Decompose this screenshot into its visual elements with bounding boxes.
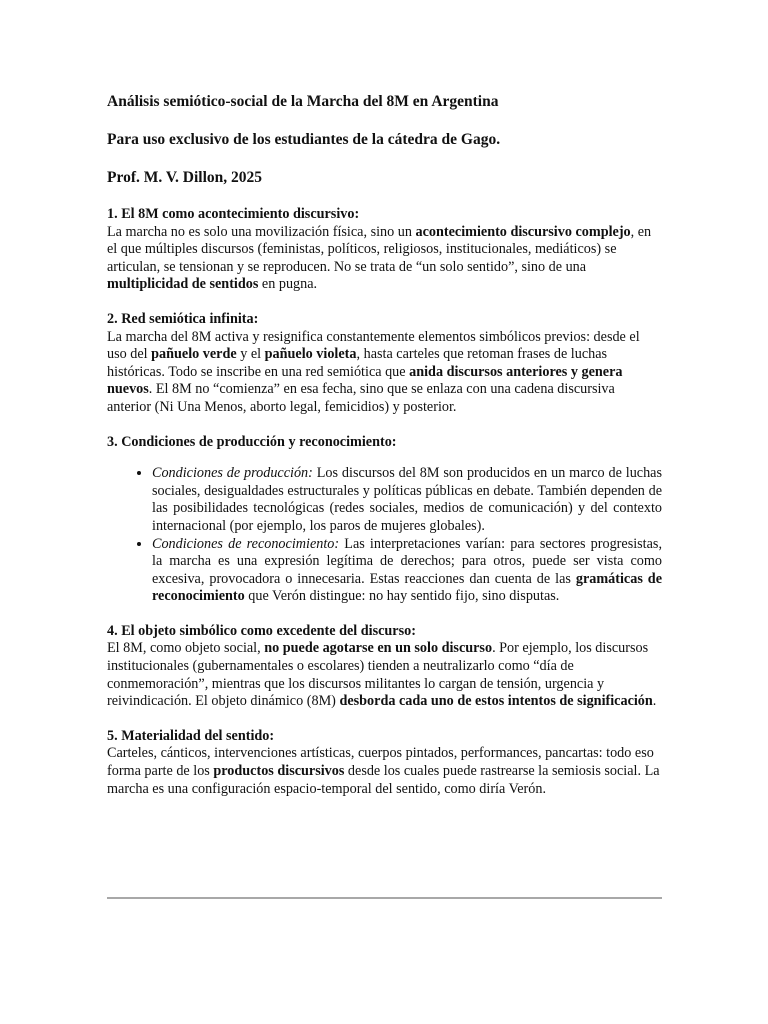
- section-2-bold-text: pañuelo violeta: [264, 346, 357, 363]
- section-2: [107, 311, 662, 417]
- section-4-bold-text: desborda cada uno de estos intentos de significación: [339, 693, 653, 710]
- section-4-text: El 8M, como objeto social,: [107, 640, 265, 657]
- section-1-title: 1. El 8M como acontecimiento discursivo:: [107, 206, 360, 222]
- list-item-label: Condiciones de producción:: [152, 465, 313, 482]
- section-5-text: desde los cuales puede rastrearse la semiosis social. La marcha es una configuración espacio-temporal del sentido, como diría Verón.: [107, 763, 660, 797]
- list-item: [152, 536, 662, 606]
- section-4-text: .: [652, 693, 657, 710]
- document-author: Prof. M. V. Dillon, 2025: [107, 169, 263, 186]
- list-item-text: Los discursos del 8M son producidos en un marco de luchas sociales, desigualdades estructurales y políticas públicas en debate. También dependen de las posibilidades tecnológicas (redes sociales, medios de comunicación) y del contexto internacional (por ejemplo, los paros de mujeres globales).: [152, 465, 662, 534]
- section-1: [107, 206, 662, 294]
- document-title: Análisis semiótico-social de la Marcha del 8M en Argentina: [107, 93, 499, 110]
- conditions-list: [107, 465, 662, 606]
- section-2-paragraph: [107, 329, 662, 417]
- section-5-title: 5. Materialidad del sentido:: [107, 727, 275, 744]
- document-subtitle: Para uso exclusivo de los estudiantes de la cátedra de Gago.: [107, 131, 501, 148]
- section-2-text: La marcha del 8M activa y resignifica constantemente elementos simbólicos previos: desde el uso del: [107, 328, 640, 363]
- section-5-bold-text: productos discursivos: [213, 763, 345, 780]
- section-3-title: 3. Condiciones de producción y reconocimiento:: [107, 433, 397, 450]
- section-4-title: 4. El objeto simbólico como excedente del discurso:: [107, 622, 416, 639]
- section-1-bold-text: acontecimiento discursivo complejo: [415, 223, 631, 240]
- section-4-bold-text: no puede agotarse en un solo discurso: [264, 640, 493, 657]
- section-2-bold-text: pañuelo verde: [151, 346, 237, 363]
- section-1-text: , en el que múltiples discursos (feministas, políticos, religiosos, institucionales, mediáticos) se articulan, se tensionan y se reproducen. No se trata de “un solo sentido”, sino de una: [107, 223, 652, 275]
- section-2-text: , hasta carteles que retoman frases de luchas históricas. Todo se inscribe en una red semiótica que: [107, 346, 608, 380]
- section-1-text: en pugna.: [258, 276, 318, 293]
- section-2-text: y el: [236, 346, 265, 363]
- list-item: [152, 465, 662, 535]
- section-1-paragraph: [107, 224, 662, 294]
- section-4: [107, 623, 662, 711]
- section-2-text: . El 8M no “comienza” en esa fecha, sino que se enlaza con una cadena discursiva anterior (Ni Una Menos, aborto legal, femicidios) y posterior.: [107, 381, 615, 415]
- section-3: [107, 434, 662, 452]
- list-item-text: Las interpretaciones varían: para sectores progresistas, la marcha es una expresión legítima de derechos; para otros, puede ser vista como excesiva, provocadora o innecesaria. Estas reacciones dan cuenta de las: [152, 535, 662, 587]
- section-4-text: . Por ejemplo, los discursos institucionales (gubernamentales o escolares) tienden a neutralizarlo como “día de conmemoración”, mientras que los discursos militantes lo cargan de tensión, urgencia y reivindicación. El objeto dinámico (8M): [107, 640, 649, 710]
- section-1-bold-text: multiplicidad de sentidos: [107, 276, 259, 293]
- section-5: [107, 728, 662, 798]
- section-5-paragraph: [107, 745, 662, 798]
- document-body: [107, 92, 662, 815]
- horizontal-divider: [107, 897, 662, 899]
- section-5-text: Carteles, cánticos, intervenciones artísticas, cuerpos pintados, performances, pancartas: todo eso forma parte de los: [107, 745, 654, 780]
- section-2-bold-text: anida discursos anteriores y genera nuevos: [107, 363, 623, 398]
- section-1-text: La marcha no es solo una movilización física, sino un: [107, 223, 416, 240]
- section-4-paragraph: [107, 640, 662, 710]
- list-item-text: que Verón distingue: no hay sentido fijo, sino disputas.: [244, 588, 560, 605]
- section-2-title: 2. Red semiótica infinita:: [107, 310, 259, 327]
- list-item-label: Condiciones de reconocimiento:: [152, 535, 340, 552]
- list-item-bold-text: gramáticas de reconocimiento: [152, 570, 662, 605]
